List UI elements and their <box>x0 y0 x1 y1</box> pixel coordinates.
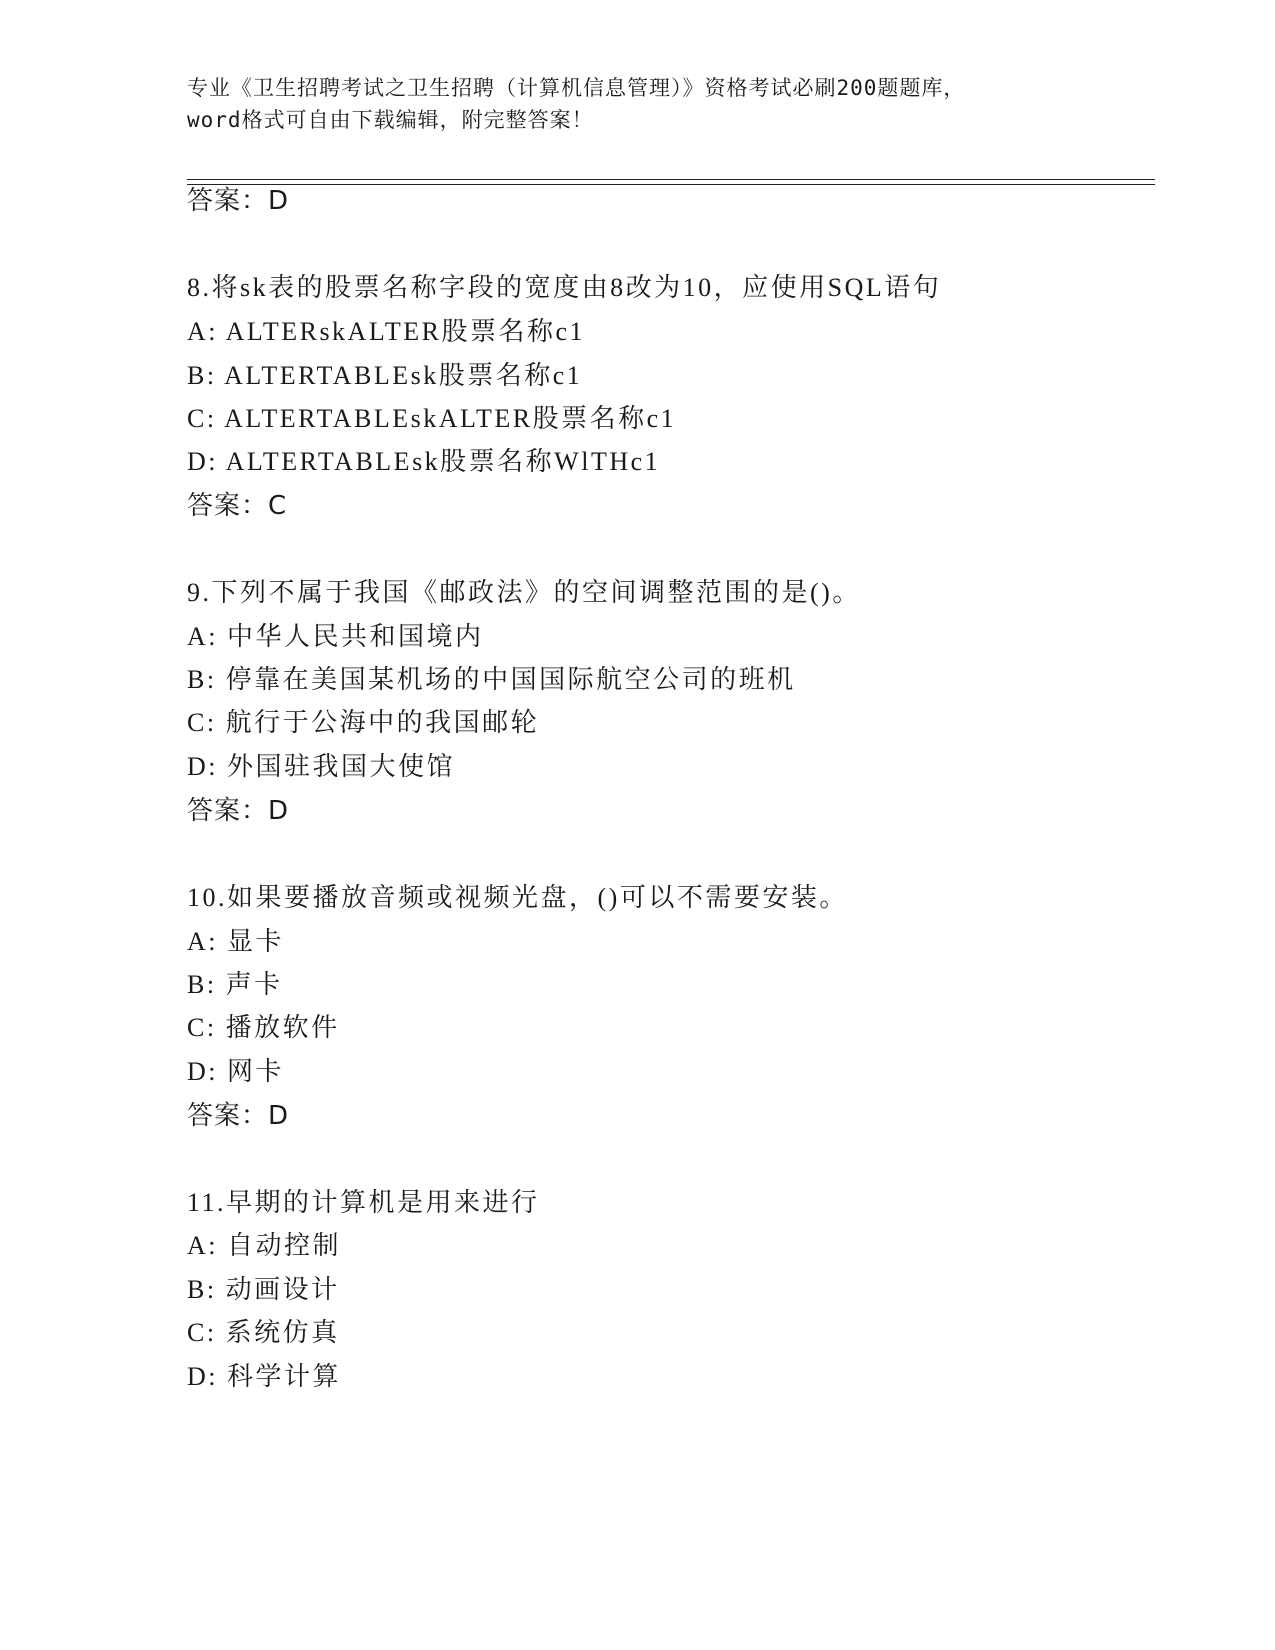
answer-label: 答案： <box>187 491 269 521</box>
question-9-option-b: B: 停靠在美国某机场的中国国际航空公司的班机 <box>187 665 796 694</box>
question-10-option-b: B: 声卡 <box>187 970 283 999</box>
question-8-option-a: A: ALTERskALTER股票名称c1 <box>187 317 585 346</box>
question-9-option-d: D: 外国驻我国大使馆 <box>187 752 456 781</box>
question-8-option-d: D: ALTERTABLEsk股票名称WlTHc1 <box>187 447 661 476</box>
question-11-option-d: D: 科学计算 <box>187 1362 342 1391</box>
answer-label: 答案： <box>187 186 269 216</box>
answer-label: 答案： <box>187 796 269 826</box>
question-10-text: 10.如果要播放音频或视频光盘，()可以不需要安装。 <box>187 883 848 912</box>
answer-value: D <box>268 1101 290 1131</box>
question-9-option-c: C: 航行于公海中的我国邮轮 <box>187 708 540 737</box>
question-8-option-b: B: ALTERTABLEsk股票名称c1 <box>187 361 583 390</box>
question-11-text: 11.早期的计算机是用来进行 <box>187 1188 540 1217</box>
question-10-option-c: C: 播放软件 <box>187 1013 340 1042</box>
answer-line <box>187 1099 289 1133</box>
question-8-option-c: C: ALTERTABLEskALTER股票名称c1 <box>187 404 677 433</box>
header-title-line-1: 专业《卫生招聘考试之卫生招聘（计算机信息管理）》资格考试必刷200题题库， <box>187 76 966 100</box>
question-10-option-a: A: 显卡 <box>187 927 285 956</box>
document-header <box>187 72 1087 136</box>
question-11-option-b: B: 动画设计 <box>187 1275 340 1304</box>
question-10-option-d: D: 网卡 <box>187 1057 285 1086</box>
question-11-option-c: C: 系统仿真 <box>187 1318 340 1347</box>
answer-line <box>187 794 289 828</box>
question-9-text: 9.下列不属于我国《邮政法》的空间调整范围的是()。 <box>187 578 861 607</box>
answer-value: D <box>268 796 290 826</box>
answer-label: 答案： <box>187 1101 269 1131</box>
header-divider-top <box>187 179 1155 180</box>
answer-line <box>187 184 289 218</box>
header-divider-bottom <box>187 184 1155 185</box>
header-title-line-2: word格式可自由下载编辑，附完整答案！ <box>187 108 594 132</box>
answer-line <box>187 489 287 523</box>
question-11-option-a: A: 自动控制 <box>187 1231 342 1260</box>
answer-value: D <box>268 186 290 216</box>
answer-value: C <box>268 491 288 521</box>
question-8-text: 8.将sk表的股票名称字段的宽度由8改为10，应使用SQL语句 <box>187 273 942 302</box>
question-9-option-a: A: 中华人民共和国境内 <box>187 622 484 651</box>
